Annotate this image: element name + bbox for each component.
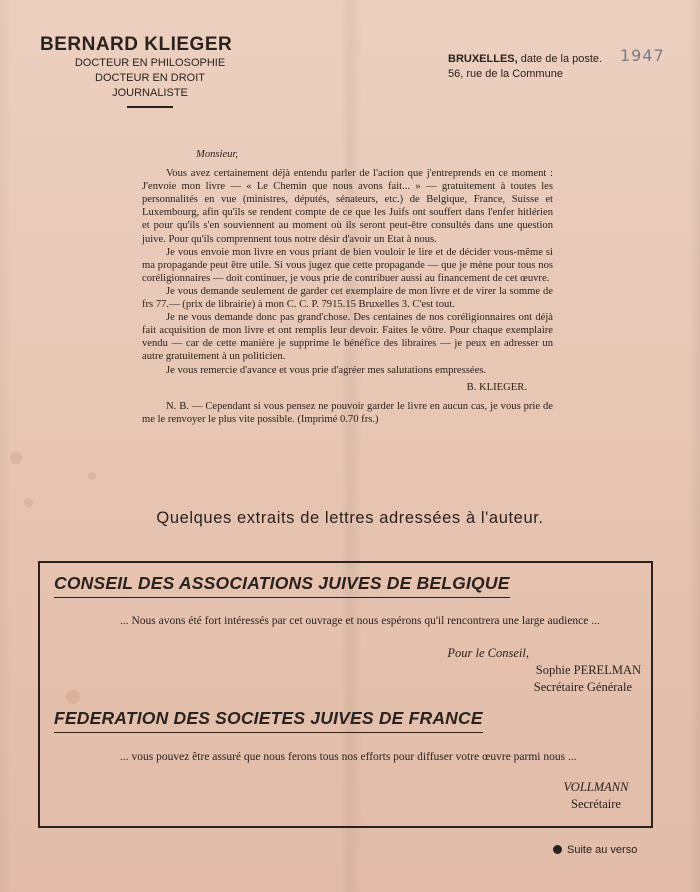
testimonial-quote: ... vous pouvez être assuré que nous ferons tous nos efforts pour diffuser votre œuvre parmi nous ... [120, 751, 577, 763]
letterhead [40, 34, 260, 108]
postscript: N. B. — Cependant si vous pensez ne pouvoir garder le livre en aucun cas, je vous prie de me le renvoyer le plus vite possible. (Imprimé 0.70 frs.) [142, 400, 553, 425]
continued-label: Suite au verso [567, 844, 638, 856]
letter-signature: B. KLIEGER. [466, 381, 527, 393]
letter-paragraph: Je vous demande seulement de garder cet exemplaire de mon livre et de virer la somme de frs 77.— (prix de librairie) à mon C. C. P. 7915.15 Bruxelles 3. C'est tout. [142, 285, 553, 311]
handwritten-year: 1947 [620, 46, 665, 65]
testimonials-box [38, 561, 653, 828]
signatory-role: Secrétaire [571, 797, 621, 811]
credential: DOCTEUR EN DROIT [95, 72, 205, 84]
signatory-role: Secrétaire Générale [533, 680, 632, 694]
testimonial-signature [551, 779, 641, 813]
letter-body [142, 148, 553, 426]
author-name: BERNARD KLIEGER [40, 34, 233, 55]
organization-title: CONSEIL DES ASSOCIATIONS JUIVES DE BELGIQUE [54, 573, 510, 598]
signatory-name: VOLLMANN [563, 780, 629, 794]
header-divider [127, 106, 173, 108]
date-label: date de la poste. [520, 53, 603, 65]
organization-title: FEDERATION DES SOCIETES JUIVES DE FRANCE [54, 708, 483, 733]
city: BRUXELLES, [448, 53, 518, 65]
bullet-icon [553, 845, 562, 854]
credential: DOCTEUR EN PHILOSOPHIE [74, 57, 226, 69]
letter-paragraph: Je vous envoie mon livre en vous priant de bien vouloir le lire et de décider vous-même si ma propagande peut être utile. Si vous jugez que cette propagande — que je mène pour tous nos coréligionnaires — doit continuer, je vous prie de contribuer aussi au financement de cet œuvre. [142, 246, 553, 284]
continued-note [553, 844, 637, 856]
letter-paragraph: Je ne vous demande donc pas grand'chose. Des centaines de nos coréligionnaires ont déjà fait acquisition de mon livre et ont remplis leur devoir. Faites le vôtre. Pour chaque exemplaire vendu — car de cette manière je supprime le bénéfice des libraires — je peux en adresser un autre gratuitement à un politicien. [142, 312, 553, 363]
credential: JOURNALISTE [112, 87, 188, 99]
signatory-name: Sophie PERELMAN [535, 663, 641, 677]
letter-paragraph: Je vous remercie d'avance et vous prie d'agréer mes salutations empressées. [166, 364, 487, 376]
extracts-heading: Quelques extraits de lettres adressées à l'auteur. [156, 509, 544, 527]
testimonial-signature [447, 645, 641, 696]
paper-stain [10, 452, 22, 464]
paper-stain [88, 472, 96, 480]
salutation: Monsieur, [196, 149, 239, 160]
paper-stain [24, 498, 33, 507]
on-behalf-line: Pour le Conseil, [447, 646, 529, 660]
testimonial-quote: ... Nous avons été fort intéressés par cet ouvrage et nous espérons qu'il rencontrera une large audience ... [120, 615, 600, 627]
street-address: 56, rue de la Commune [448, 68, 563, 80]
letter-paragraph: Vous avez certainement déjà entendu parler de l'action que j'entreprends en ce moment : J'envoie mon livre — « Le Chemin que nous avons fait... » — gratuitement à toutes les personnalités en vue (ministres, députés, sénateurs, etc.) de Belgique, France, Suisse et Luxembourg, afin qu'ils se rendent compte de ce que les Juifs ont souffert dans l'enfer hitlérien et pour qu'ils s'en souviennent au moment où ils seront peut-être consultés dans une question juive. Pour qu'ils comprennent tous notre désir d'avoir un Etat à nous. [142, 168, 553, 245]
